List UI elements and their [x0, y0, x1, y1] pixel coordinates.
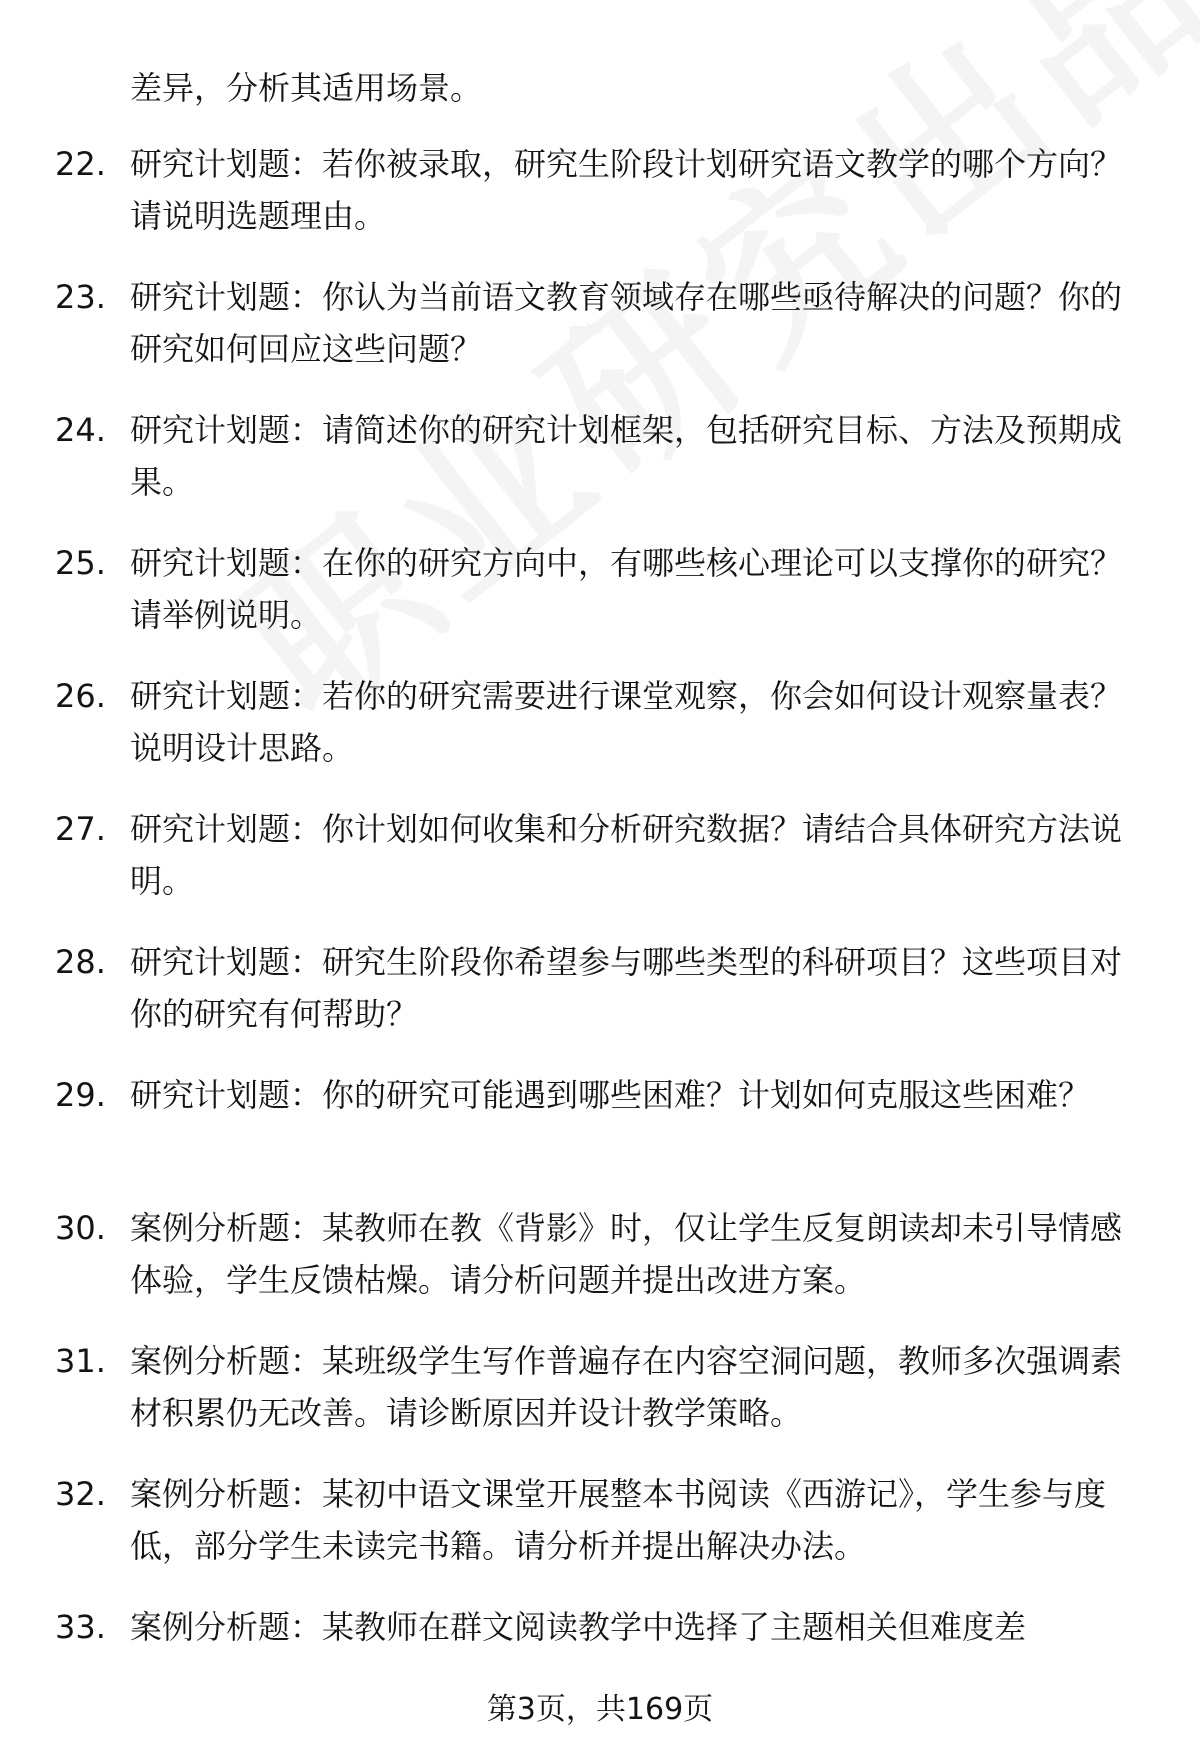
list-item — [0, 1468, 1200, 1601]
list-item — [0, 1069, 1200, 1202]
question-text: 案例分析题：某教师在群文阅读教学中选择了主题相关但难度差 — [130, 1608, 1027, 1646]
question-text: 研究计划题：你计划如何收集和分析研究数据？请结合具体研究方法说明。 — [130, 810, 1123, 900]
question-number: 30. — [55, 1209, 106, 1247]
question-text: 研究计划题：若你被录取，研究生阶段计划研究语文教学的哪个方向？请说明选题理由。 — [130, 145, 1123, 235]
list-item — [0, 138, 1200, 271]
page-number: 第3页，共169页 — [486, 1692, 714, 1727]
question-number: 27. — [55, 810, 106, 848]
list-item — [0, 670, 1200, 803]
question-number: 32. — [55, 1475, 106, 1513]
list-item — [0, 936, 1200, 1069]
list-item — [0, 803, 1200, 936]
question-number: 26. — [55, 677, 106, 715]
question-text: 研究计划题：在你的研究方向中，有哪些核心理论可以支撑你的研究？请举例说明。 — [130, 544, 1123, 634]
question-text: 研究计划题：请简述你的研究计划框架，包括研究目标、方法及预期成果。 — [130, 411, 1123, 501]
question-number: 23. — [55, 278, 106, 316]
question-text: 研究计划题：你认为当前语文教育领域存在哪些亟待解决的问题？你的研究如何回应这些问题？ — [130, 278, 1123, 368]
question-number: 31. — [55, 1342, 106, 1380]
question-number: 28. — [55, 943, 106, 981]
question-text: 研究计划题：若你的研究需要进行课堂观察，你会如何设计观察量表？说明设计思路。 — [130, 677, 1123, 767]
question-number: 24. — [55, 411, 106, 449]
question-list — [0, 138, 1200, 1734]
question-text: 研究计划题：研究生阶段你希望参与哪些类型的科研项目？这些项目对你的研究有何帮助？ — [130, 943, 1123, 1033]
question-number: 25. — [55, 544, 106, 582]
question-number: 29. — [55, 1076, 106, 1114]
list-item — [0, 404, 1200, 537]
list-item — [0, 537, 1200, 670]
question-text: 案例分析题：某教师在教《背影》时，仅让学生反复朗读却未引导情感体验，学生反馈枯燥。请分析问题并提出改进方案。 — [130, 1209, 1123, 1299]
list-item — [0, 1335, 1200, 1468]
question-number: 33. — [55, 1608, 106, 1646]
question-text: 案例分析题：某初中语文课堂开展整本书阅读《西游记》，学生参与度低，部分学生未读完书籍。请分析并提出解决办法。 — [130, 1475, 1107, 1565]
question-text: 案例分析题：某班级学生写作普遍存在内容空洞问题，教师多次强调素材积累仍无改善。请诊断原因并设计教学策略。 — [130, 1342, 1123, 1432]
list-item — [0, 1202, 1200, 1335]
question-number: 22. — [55, 145, 106, 183]
list-item — [0, 271, 1200, 404]
continued-text: 差异，分析其适用场景。 — [130, 69, 483, 107]
question-text: 研究计划题：你的研究可能遇到哪些困难？计划如何克服这些困难？ — [130, 1076, 1091, 1114]
